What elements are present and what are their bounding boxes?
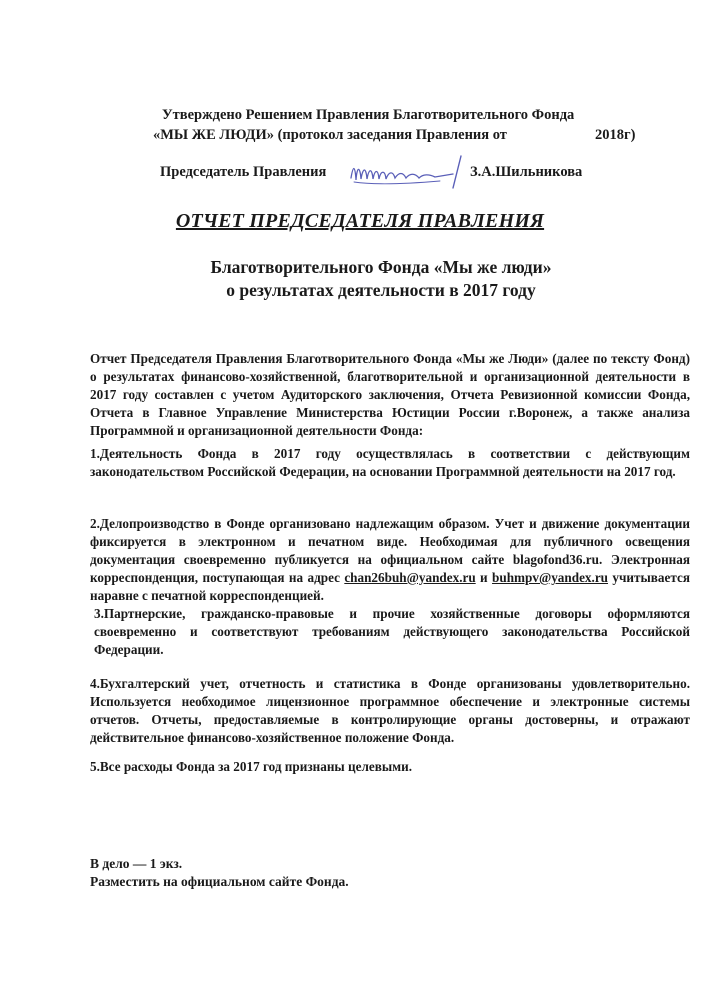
chair-name: З.А.Шильникова	[470, 164, 583, 180]
chairperson-signature-line	[160, 162, 640, 192]
subtitle-line-1: Благотворительного Фонда «Мы же люди»	[210, 257, 552, 277]
email-link-buhmpv[interactable]: buhmpv@yandex.ru	[492, 570, 609, 585]
item-5-paragraph: 5.Все расходы Фонда за 2017 год признаны целевыми.	[90, 759, 413, 774]
item-1-paragraph: 1.Деятельность Фонда в 2017 году осуществлялась в соответствии с действующим законодательством Российской Федерации, на основании Программной деятельности на 2017 год.	[90, 446, 690, 479]
intro-paragraph: Отчет Председателя Правления Благотворительного Фонда «Мы же Люди» (далее по тексту Фонд) о результатах финансово-хозяйственной, благотворительной и организационной деятельности в 2017 году составлен с учетом Аудиторского заключения, Отчета Ревизионной комиссии Фонда, Отчета в Главное Управление Министерства Юстиции России г.Воронеж, а также анализа Программной и организационной деятельности Фонда:	[90, 351, 690, 438]
footer-line-1: В дело — 1 экз.	[90, 856, 183, 871]
report-title: ОТЧЕТ ПРЕДСЕДАТЕЛЯ ПРАВЛЕНИЯ	[175, 210, 545, 232]
approval-year: 2018г)	[595, 127, 636, 143]
item-2-conjunction: и	[475, 570, 493, 585]
approval-line-1: Утверждено Решением Правления Благотворительного Фонда	[162, 107, 575, 123]
handwritten-signature	[345, 152, 475, 192]
chair-label: Председатель Правления	[160, 164, 327, 180]
item-2-paragraph	[90, 515, 690, 605]
item-4-paragraph: 4.Бухгалтерский учет, отчетность и статистика в Фонде организованы удовлетворительно. Используется необходимое лицензионное программное обеспечение и электронные системы отчетов. Отчеты, предоставляемые в контролирующие органы достоверны, и отражают действительное финансово-хозяйственное положение Фонда.	[90, 676, 690, 745]
item-2-text: 2.Делопроизводство в Фонде организовано надлежащим образом. Учет и движение документации фиксируется в электронном и печатном виде. Необходимая для публичного освещения документация своевременно публикуется на официальном сайте blagofond36.ru. Электронная корреспонденция, поступающая на адрес	[90, 516, 690, 585]
footer-notes	[90, 855, 349, 891]
item-3-paragraph: 3.Партнерские, гражданско-правовые и прочие хозяйственные договоры оформляются своевременно и соответствуют требованиям действующего законодательства Российской Федерации.	[94, 606, 690, 657]
approval-line-2-text: «МЫ ЖЕ ЛЮДИ» (протокол заседания Правления от	[153, 127, 507, 143]
footer-line-2: Разместить на официальном сайте Фонда.	[90, 874, 349, 889]
item-2-text-end: учитывается наравне с печатной корреспонденцией.	[90, 570, 690, 603]
subtitle-line-2: о результатах деятельности в 2017 году	[226, 280, 536, 300]
approval-line-2	[153, 125, 636, 145]
report-subtitle	[0, 256, 720, 302]
email-link-chan26buh[interactable]: chan26buh@yandex.ru	[344, 570, 476, 585]
